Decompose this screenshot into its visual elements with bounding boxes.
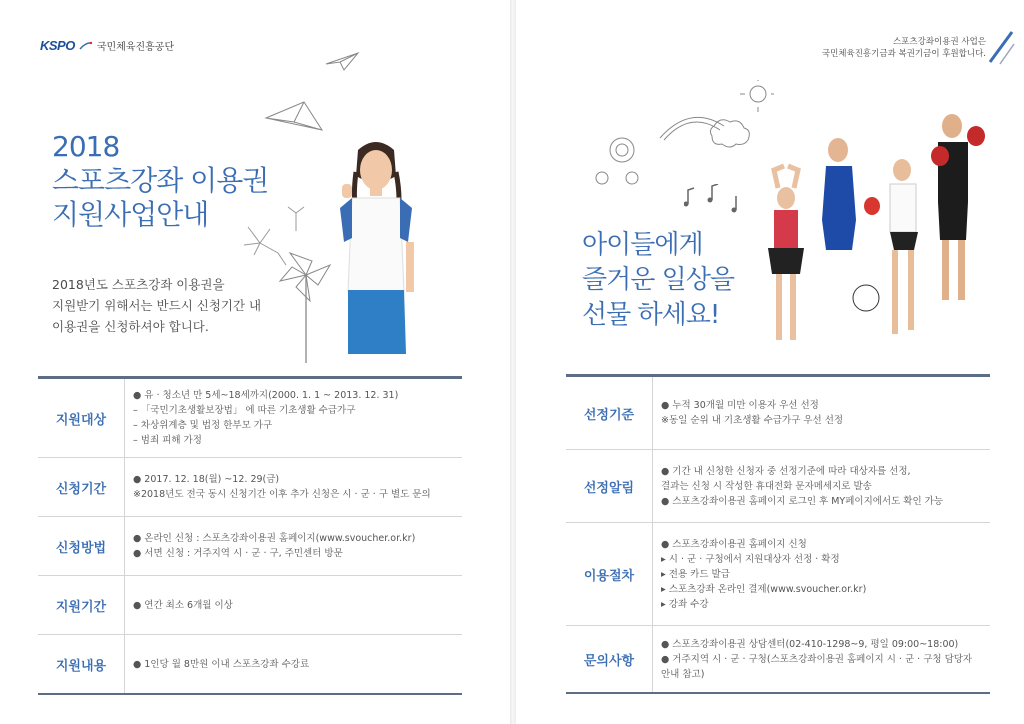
- intro-text: [52, 274, 261, 337]
- slogan-line: 아이들에게: [582, 230, 703, 260]
- sponsor-line: 국민체육진흥기금과 복권기금이 후원합니다.: [821, 49, 986, 59]
- row-label-method: 신청방법: [38, 517, 125, 575]
- content-line: ● 온라인 신청 : 스포츠강좌이용권 홈페이지(www.svoucher.or.kr): [133, 533, 416, 544]
- paper-plane-large-icon: [264, 100, 324, 134]
- table-row: [38, 379, 462, 458]
- page-title: [52, 130, 268, 232]
- content-line: – 차상위계층 및 법정 한부모 가구: [133, 420, 273, 431]
- table-row: [38, 635, 462, 693]
- content-line: ▸ 전용 카드 발급: [661, 568, 730, 580]
- content-line: ※동일 순위 내 기초생활 수급가구 우선 선정: [661, 415, 844, 426]
- content-line: ● 스포츠강좌이용권 홈페이지 신청: [661, 538, 807, 550]
- content-line: 결과는 신청 시 작성한 휴대전화 문자메세지로 발송: [661, 480, 872, 492]
- slogan-line: 즐거운 일상을: [582, 265, 734, 295]
- content-line: ● 1인당 월 8만원 이내 스포츠강좌 수강료: [133, 658, 310, 670]
- row-label-period: 신청기간: [38, 458, 125, 516]
- row-label-target: 지원대상: [38, 379, 125, 457]
- content-line: ▸ 시 · 군 · 구청에서 지원대상자 선정 · 확정: [661, 553, 840, 565]
- page-fold: [510, 0, 516, 724]
- intro-line: 지원받기 위해서는 반드시 신청기간 내: [52, 298, 262, 313]
- kids-sports-photo: [756, 110, 992, 350]
- logo-brand: KSPO: [40, 38, 75, 53]
- row-content: [125, 576, 233, 634]
- content-line: ※2018년도 전국 동시 신청기간 이후 추가 신청은 시 · 군 · 구 별도 문의: [133, 489, 431, 500]
- row-content: [125, 458, 431, 516]
- row-label-duration: 지원기간: [38, 576, 125, 634]
- content-line: ● 유 · 청소년 만 5세~18세까지(2000. 1. 1 ~ 2013. 12. 31): [133, 390, 399, 401]
- selection-info-table: [566, 374, 990, 694]
- content-line: – 범죄 피해 가정: [133, 435, 202, 446]
- sponsor-note: [822, 36, 986, 60]
- content-line: ● 누적 30개월 미만 이용자 우선 선정: [661, 400, 819, 411]
- row-label-content: 지원내용: [38, 635, 125, 693]
- corner-slash-icon: [986, 30, 1016, 66]
- content-line: ● 스포츠강좌이용권 홈페이지 로그인 후 MY페이지에서도 확인 가능: [661, 495, 944, 507]
- content-line: – 「국민기초생활보장법」 에 따른 기초생활 수급가구: [133, 405, 356, 416]
- row-label-procedure: 이용절차: [566, 523, 653, 625]
- table-row: [566, 377, 990, 450]
- row-content: [653, 626, 972, 692]
- table-row: [566, 626, 990, 692]
- table-row: [38, 458, 462, 517]
- row-label-criteria: 선정기준: [566, 377, 653, 449]
- content-line: 안내 참고): [661, 668, 705, 680]
- table-row: [38, 576, 462, 635]
- row-content: [125, 517, 415, 575]
- content-line: ● 2017. 12. 18(월) ~12. 29(금): [133, 474, 280, 485]
- title-line-year: 2018: [52, 130, 120, 163]
- content-line: ● 기간 내 신청한 신청자 중 선정기준에 따라 대상자를 선정,: [661, 465, 911, 477]
- kspo-logo: [40, 38, 174, 53]
- music-notes-icon: [684, 184, 744, 214]
- row-content: [125, 379, 398, 457]
- row-label-inquiry: 문의사항: [566, 626, 653, 692]
- row-content: [125, 635, 309, 693]
- title-line-program: 스포츠강좌 이용권: [52, 164, 269, 197]
- slogan-line: 선물 하세요!: [582, 300, 720, 330]
- table-row: [38, 517, 462, 576]
- row-content: [653, 377, 843, 449]
- content-line: ● 거주지역 시 · 군 · 구청(스포츠강좌이용권 홈페이지 시 · 군 · 구청 담당자: [661, 653, 973, 665]
- sun-rainbow-cloud-icon: [594, 80, 774, 190]
- slogan: [582, 228, 734, 333]
- paper-plane-small-icon: [324, 50, 360, 72]
- support-info-table: [38, 376, 462, 695]
- girl-photo: [326, 132, 426, 356]
- content-line: ● 서면 신청 : 거주지역 시 · 군 · 구, 주민센터 방문: [133, 548, 343, 559]
- content-line: ▸ 스포츠강좌 온라인 결제(www.svoucher.or.kr): [661, 583, 867, 595]
- logo-org-name: 국민체육진흥공단: [96, 42, 175, 53]
- table-row: [566, 523, 990, 626]
- logo-swoosh-icon: [79, 41, 93, 51]
- content-line: ● 연간 최소 6개월 이상: [133, 599, 233, 611]
- row-label-notice: 선정알림: [566, 450, 653, 522]
- intro-line: 2018년도 스포츠강좌 이용권을: [52, 277, 225, 292]
- content-line: ● 스포츠강좌이용권 상담센터(02-410-1298~9, 평일 09:00~18:00): [661, 638, 959, 650]
- title-line-guide: 지원사업안내: [52, 198, 209, 231]
- row-content: [653, 523, 866, 625]
- intro-line: 이용권을 신청하셔야 합니다.: [52, 319, 209, 334]
- content-line: ▸ 강좌 수강: [661, 598, 709, 610]
- row-content: [653, 450, 943, 522]
- table-row: [566, 450, 990, 523]
- sponsor-line: 스포츠강좌이용권 사업은: [892, 37, 986, 47]
